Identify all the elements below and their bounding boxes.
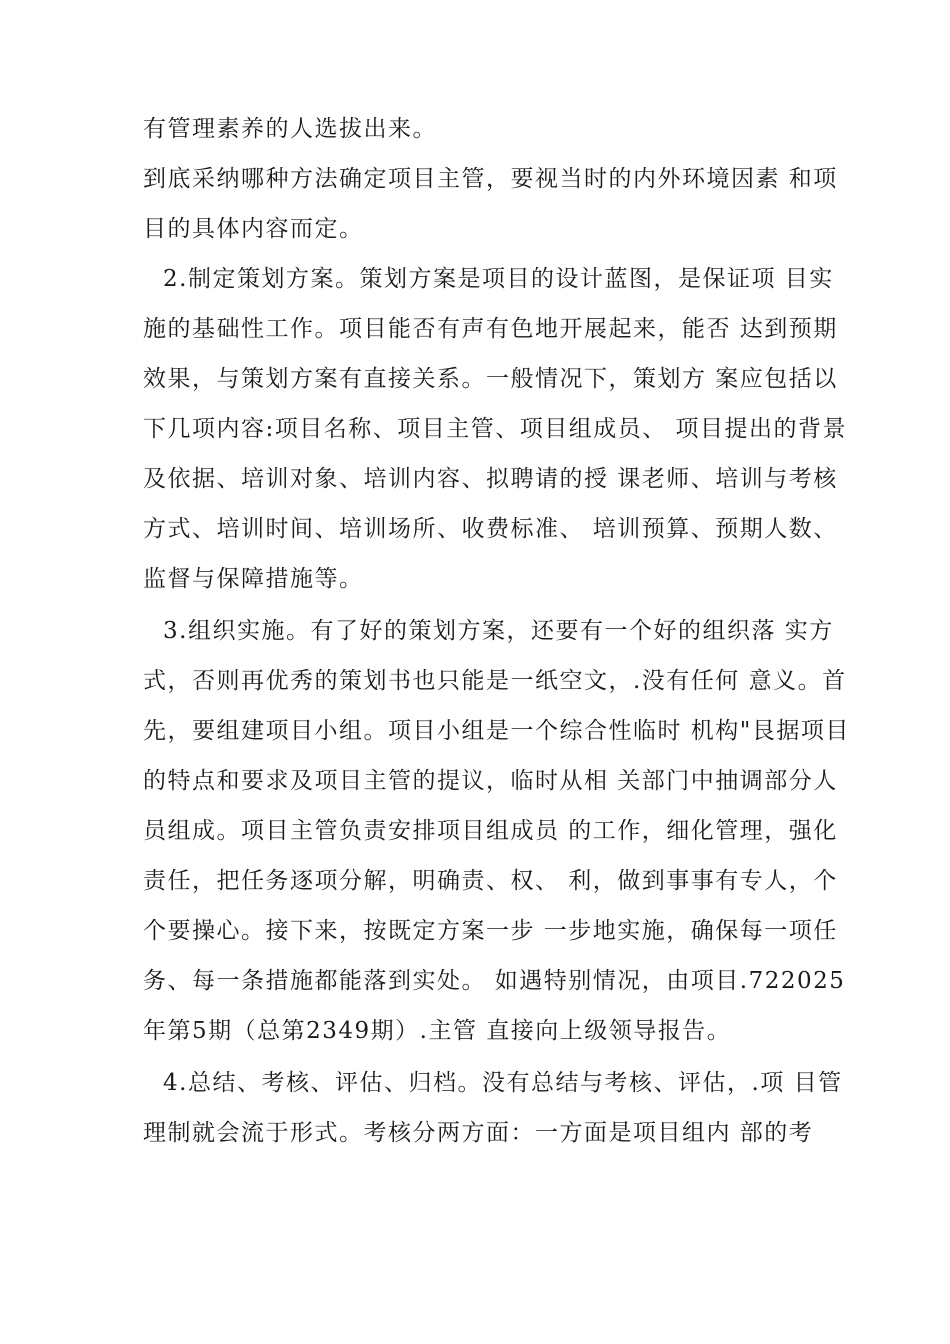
text-line: 施的基础性工作。项目能否有声有色地开展起来，能否 达到预期 — [143, 316, 838, 342]
text-line: 式，否则再优秀的策划书也只能是一纸空文，.没有任何 意义。首 — [143, 668, 847, 694]
text-line: 2.制定策划方案。策划方案是项目的设计蓝图，是保证项 目实 — [163, 266, 834, 292]
text-line: 效果，与策划方案有直接关系。一般情况下，策划方 案应包括以 — [143, 366, 838, 392]
text-line: 理制就会流于形式。考核分两方面：一方面是项目组内 部的考 — [143, 1120, 814, 1146]
text-line: 年第5期（总第2349期）.主管 直接向上级领导报告。 — [143, 1018, 732, 1044]
text-line: 下几项内容:项目名称、项目主管、项目组成员、 项目提出的背景 — [143, 416, 848, 442]
text-line: 监督与保障措施等。 — [143, 566, 364, 592]
text-line: 务、每一条措施都能落到实处。 如遇特别情况，由项目.722025 — [143, 968, 846, 994]
text-line: 个要操心。接下来，按既定方案一步 一步地实施，确保每一项任 — [143, 918, 838, 944]
text-line: 先，要组建项目小组。项目小组是一个综合性临时 机构"艮据项目 — [143, 718, 850, 744]
text-line: 方式、培训时间、培训场所、收费标准、 培训预算、预期人数、 — [143, 516, 838, 542]
text-line: 责任，把任务逐项分解，明确责、权、 利，做到事事有专人，个 — [143, 868, 838, 894]
text-line: 4.总结、考核、评估、归档。没有总结与考核、评估，.项 目管 — [163, 1070, 843, 1096]
text-line: 员组成。项目主管负责安排项目组成员 的工作，细化管理，强化 — [143, 818, 838, 844]
text-line: 及依据、培训对象、培训内容、拟聘请的授 课老师、培训与考核 — [143, 466, 838, 492]
text-line: 到底采纳哪种方法确定项目主管，要视当时的内外环境因素 和项 — [143, 166, 838, 192]
text-line: 3.组织实施。有了好的策划方案，还要有一个好的组织落 实方 — [163, 618, 834, 644]
text-line: 有管理素养的人选拔出来。 — [143, 116, 437, 142]
text-line: 目的具体内容而定。 — [143, 216, 364, 242]
text-line: 的特点和要求及项目主管的提议，临时从相 关部门中抽调部分人 — [143, 768, 838, 794]
